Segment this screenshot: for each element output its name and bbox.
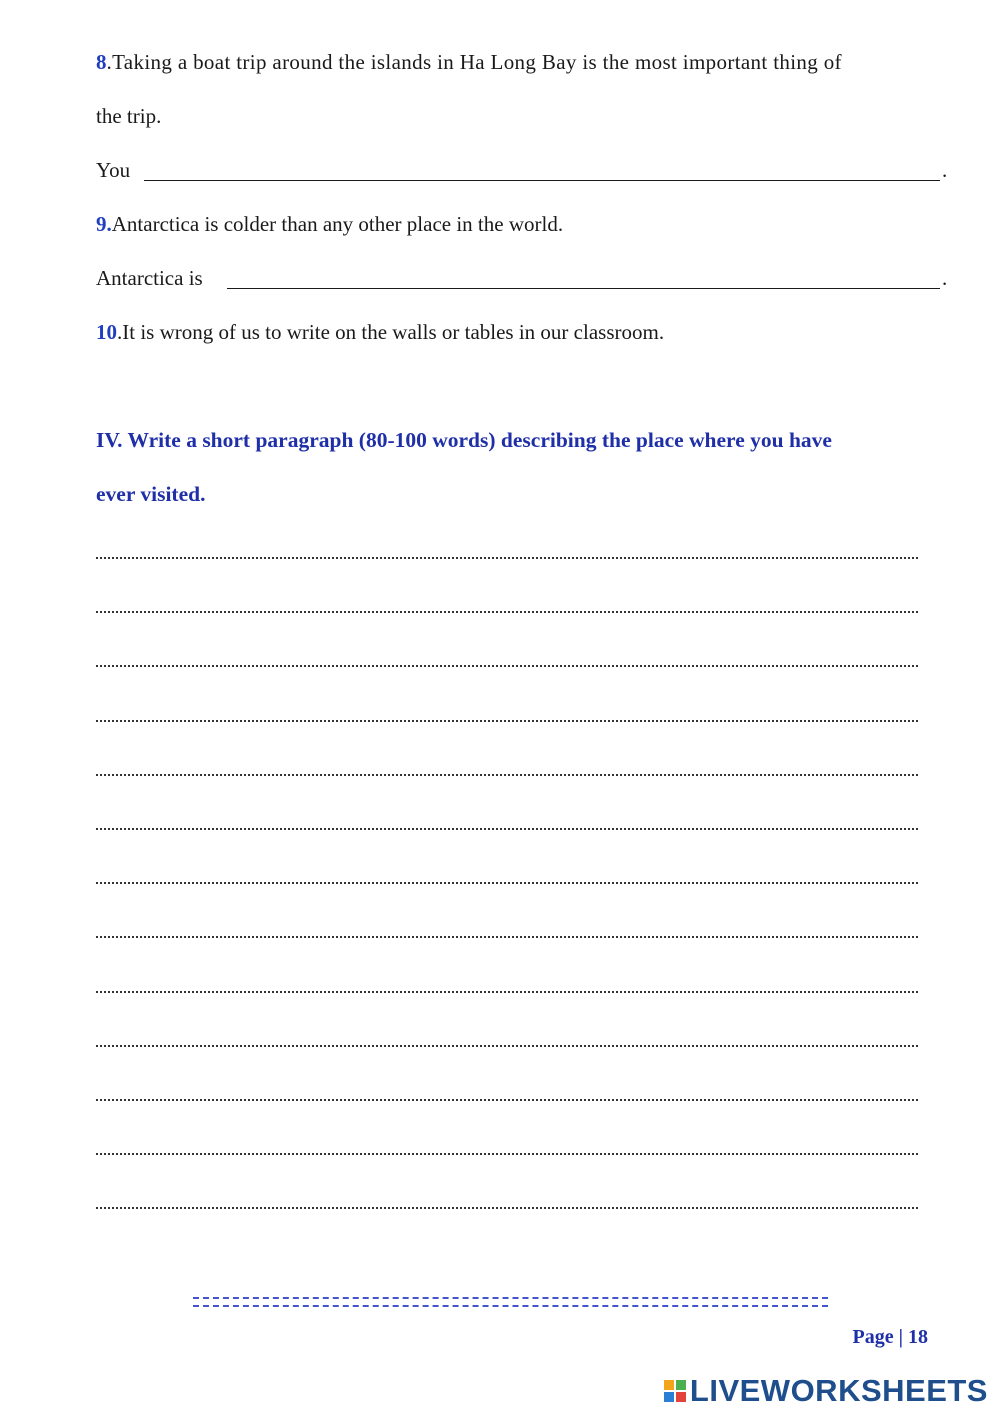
question-8-answer-blank[interactable] [144, 180, 940, 181]
writing-line[interactable] [96, 936, 918, 938]
question-number: 8 [96, 50, 107, 74]
section-4-heading: IV. Write a short paragraph (80-100 words) describing the place where you have [96, 428, 832, 452]
writing-line[interactable] [96, 557, 918, 559]
writing-line[interactable] [96, 611, 918, 613]
question-text: .Taking a boat trip around the islands in Ha Long Bay is the most important thing of [106, 50, 842, 74]
divider [193, 1297, 828, 1307]
question-9-answer-start: Antarctica is [96, 266, 203, 290]
logo-icon [664, 1380, 686, 1402]
writing-line[interactable] [96, 1045, 918, 1047]
question-number: 10 [96, 320, 117, 344]
question-9-answer-blank[interactable] [227, 288, 940, 289]
question-number: 9. [96, 212, 112, 236]
question-8-end-mark: . [942, 158, 948, 182]
writing-line[interactable] [96, 882, 918, 884]
liveworksheets-logo [664, 1374, 988, 1408]
writing-line[interactable] [96, 828, 918, 830]
question-8-prompt-continued: the trip. [96, 104, 162, 128]
writing-line[interactable] [96, 720, 918, 722]
question-10-prompt [96, 318, 664, 346]
question-8-prompt [96, 48, 842, 76]
question-9-end-mark: . [942, 266, 948, 290]
writing-line[interactable] [96, 1153, 918, 1155]
section-4-heading-continued: ever visited. [96, 482, 206, 506]
writing-line[interactable] [96, 1099, 918, 1101]
question-9-prompt [96, 210, 563, 238]
logo-text: LIVEWORKSHEETS [689, 1373, 988, 1408]
question-text: .It is wrong of us to write on the walls or tables in our classroom. [117, 320, 665, 344]
question-8-answer-start: You [96, 158, 131, 182]
writing-line[interactable] [96, 665, 918, 667]
writing-line[interactable] [96, 991, 918, 993]
question-text: Antarctica is colder than any other place in the world. [111, 212, 564, 236]
writing-line[interactable] [96, 1207, 918, 1209]
writing-line[interactable] [96, 774, 918, 776]
page-number: Page | 18 [852, 1326, 928, 1348]
